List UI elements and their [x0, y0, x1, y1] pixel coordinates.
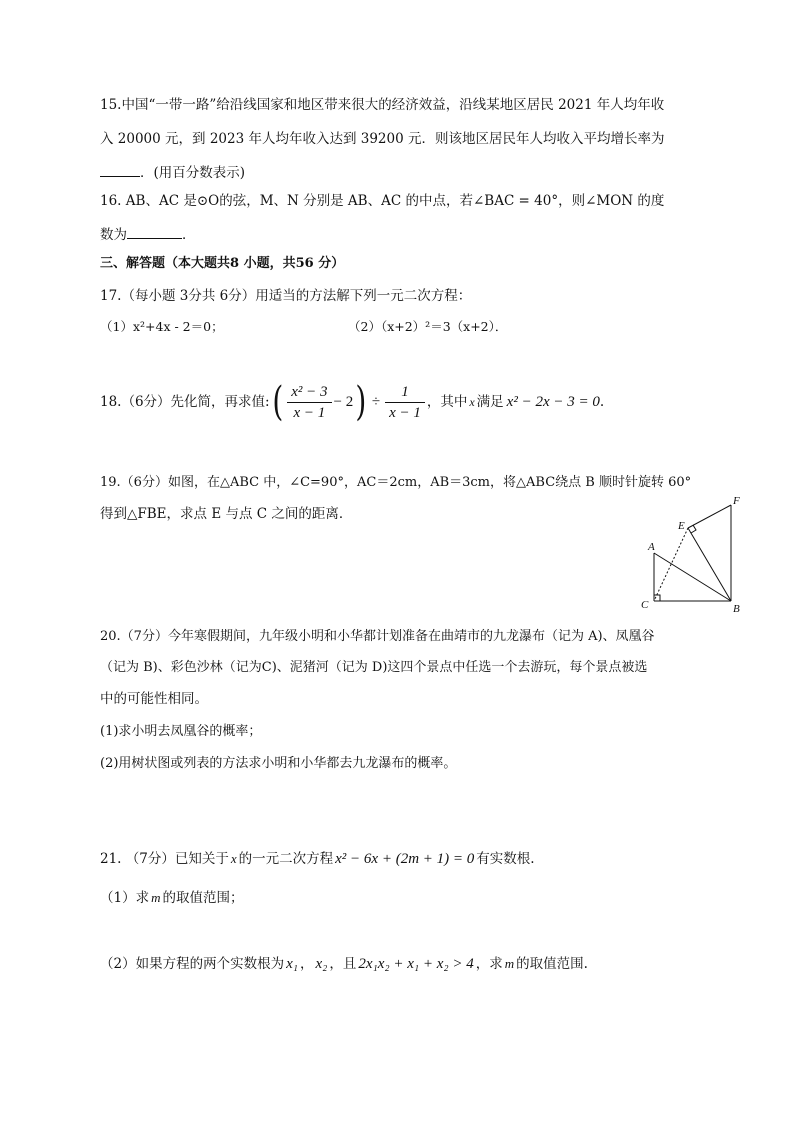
- q20-line1: 20.（7分）今年寒假期间，九年级小明和小华都计划准备在曲靖市的九龙瀑布（记为 A)、凤凰谷: [100, 629, 655, 644]
- q18-end: .: [599, 394, 605, 410]
- q16-text-a: AB、AC 是⊙O的弦，M、N 分别是 AB、AC 的中点，若∠BAC = 40°，则∠MON 的度: [125, 193, 665, 209]
- q17-stem: 17.（每小题 3分共 6分）用适当的方法解下列一元二次方程：: [100, 288, 472, 304]
- q16-text-b: 数为: [100, 227, 127, 243]
- q20-part2: (2)用树状图或列表的方法求小明和小华都去九龙瀑布的概率。: [100, 756, 457, 771]
- q18-condition-a: ，其中: [426, 394, 468, 410]
- label-b: B: [733, 603, 740, 615]
- q19-line1: 19.（6分）如图，在△ABC 中，∠C=90°，AC＝2cm，AB＝3cm，将△ABC绕点 B 顺时针旋转 60°: [100, 475, 692, 490]
- q16-line2: [100, 224, 196, 244]
- label-f: F: [733, 495, 740, 507]
- q21-part2: [100, 955, 588, 973]
- q21-part2-x2: x₂: [315, 956, 328, 972]
- q18-frac2-denominator: x − 1: [389, 404, 421, 421]
- right-paren: ): [355, 379, 367, 425]
- q21-stem-a: 21. （7分）已知关于: [100, 851, 229, 867]
- q19-figure: [630, 490, 750, 615]
- q21-part1: [100, 889, 243, 907]
- q21-stem: [100, 850, 535, 868]
- q20-line3: 中的可能性相同。: [100, 691, 208, 707]
- q18-fraction-2: [385, 382, 425, 423]
- q21-part1-b: 的取值范围；: [162, 890, 244, 906]
- label-c: C: [641, 599, 649, 611]
- label-e: E: [678, 520, 685, 532]
- q18-minus-two: − 2: [333, 394, 354, 410]
- q21-part2-d: 的取值范围.: [516, 956, 588, 972]
- q18-condition-b: 满足: [476, 394, 504, 410]
- q15-line2: 入 20000 元，到 2023 年人均年收入达到 39200 元．则该地区居民年人均收入平均增长率为: [100, 131, 665, 147]
- q20-line2: （记为 B)、彩色沙林（记为C)、泥猪河（记为 D)这四个景点中任选一个去游玩，每个景点被选: [100, 660, 648, 675]
- q21-part2-sep: ，: [299, 956, 314, 972]
- q18-frac1-denominator: x − 1: [293, 404, 326, 421]
- label-a: A: [648, 541, 655, 553]
- section-heading: 三、解答题（本大题共8 小题，共56 分）: [100, 256, 345, 271]
- q15-line1: 15.中国“一带一路”给沿线国家和地区带来很大的经济效益，沿线某地区居民 2021 年人均年收: [100, 97, 665, 113]
- q18-condition-var: x: [469, 395, 475, 409]
- q21-part2-b: ，且: [329, 956, 357, 972]
- q21-stem-b: 的一元二次方程: [238, 851, 334, 867]
- q21-part2-c: ，求: [475, 956, 503, 972]
- answer-blank[interactable]: [100, 162, 140, 177]
- q15-line3: [100, 162, 245, 182]
- q18-prefix: 18.（6分）先化简，再求值:: [100, 394, 270, 410]
- q21-part1-var: m: [151, 890, 161, 905]
- q16-line1: [100, 192, 664, 210]
- q21-part2-ineq: 2x₁x₂ + x₁ + x₂ > 4: [358, 956, 474, 972]
- q21-part2-a: （2）如果方程的两个实数根为: [100, 956, 285, 972]
- q18-line: [100, 378, 604, 426]
- q18-fraction-1: [287, 382, 331, 423]
- q21-part2-var: m: [504, 956, 515, 971]
- left-paren: (: [271, 379, 283, 425]
- q21-part2-x1: x₁: [286, 956, 298, 972]
- q18-frac2-numerator: 1: [385, 382, 425, 403]
- q16-number: 16.: [100, 193, 122, 209]
- answer-blank[interactable]: [127, 224, 182, 239]
- q15-line3-suffix: ．(用百分数表示): [140, 165, 246, 181]
- q17-part2: （2）（x+2）²＝3（x+2）．: [348, 319, 508, 334]
- q18-condition-eq: x² − 2x − 3 = 0: [506, 394, 600, 410]
- q21-stem-c: 有实数根.: [476, 851, 535, 867]
- segment-fe: [688, 505, 731, 528]
- q20-part1: (1)求小明去凤凰谷的概率；: [100, 724, 262, 739]
- q19-line2: 得到△FBE，求点 E 与点 C 之间的距离．: [100, 506, 353, 522]
- q16-text-b-suffix: ．: [182, 227, 196, 243]
- q18-frac1-numerator: x² − 3: [287, 382, 331, 403]
- segment-ec-dotted: [654, 528, 688, 601]
- segment-eb: [688, 528, 731, 601]
- q18-divide: ÷: [371, 394, 381, 410]
- q21-stem-var: x: [230, 851, 237, 866]
- q21-part1-a: （1）求: [100, 890, 150, 906]
- q17-part1: （1）x²+4x - 2＝0；: [100, 319, 224, 334]
- q21-stem-eq: x² − 6x + (2m + 1) = 0: [335, 851, 475, 867]
